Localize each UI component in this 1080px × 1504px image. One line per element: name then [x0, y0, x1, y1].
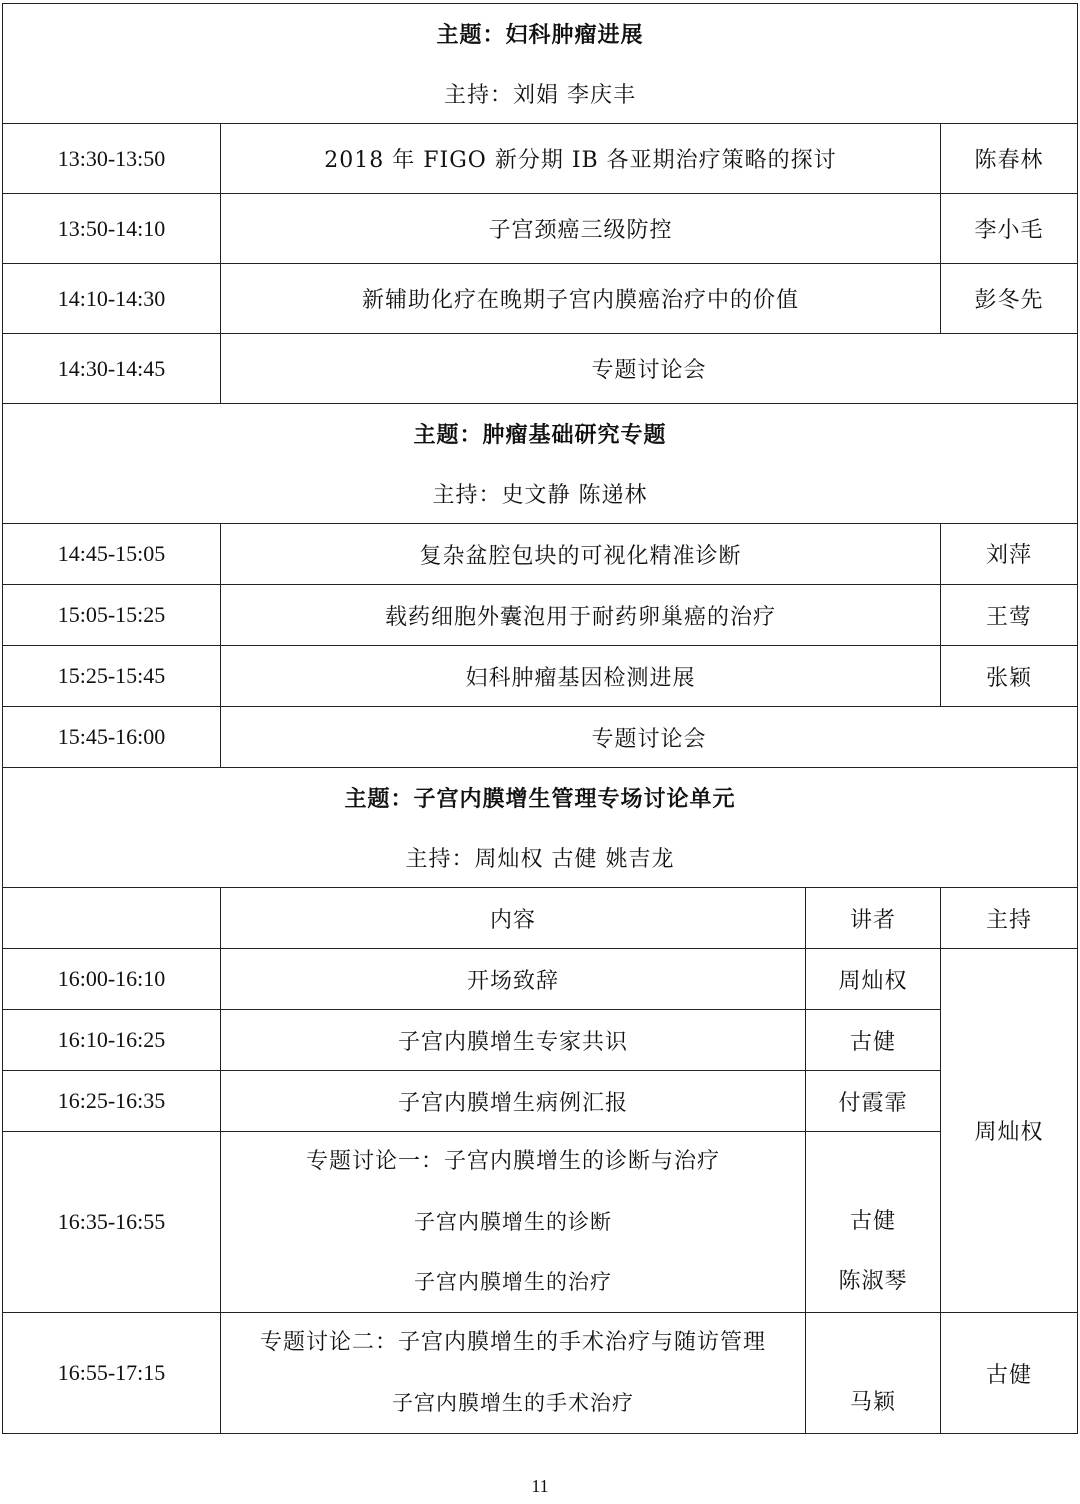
discussion-item: 子宫内膜增生的手术治疗: [392, 1391, 634, 1415]
topic-cell: 子宫颈癌三级防控: [221, 194, 941, 264]
speaker-name: 古健: [849, 1209, 896, 1234]
topic-cell: 复杂盆腔包块的可视化精准诊断: [221, 524, 941, 585]
host-header: 主持: [941, 888, 1078, 949]
session-hosts: 主持：刘娟 李庆丰: [3, 64, 1078, 124]
time-cell: 14:10-14:30: [3, 264, 221, 334]
host-cell: 周灿权: [941, 949, 1078, 1313]
speaker-cell: 张颖: [941, 646, 1078, 707]
speaker-cell: 彭冬先: [941, 264, 1078, 334]
speaker-cell: 付霞霏: [806, 1071, 941, 1132]
discussion-item: 子宫内膜增生的诊断: [414, 1210, 612, 1234]
time-cell: 15:25-15:45: [3, 646, 221, 707]
topic-cell: 妇科肿瘤基因检测进展: [221, 646, 941, 707]
speaker-name: 陈淑琴: [838, 1269, 908, 1294]
discussion-speaker-cell: [806, 1313, 941, 1434]
content-cell: 开场致辞: [221, 949, 806, 1010]
speaker-header: 讲者: [806, 888, 941, 949]
session-theme: 主题：子宫内膜增生管理专场讨论单元: [3, 768, 1078, 828]
time-cell: 16:00-16:10: [3, 949, 221, 1010]
content-cell: 子宫内膜增生病例汇报: [221, 1071, 806, 1132]
time-cell: 16:35-16:55: [3, 1132, 221, 1313]
discussion-speaker-cell: [806, 1132, 941, 1313]
discussion-content-cell: [221, 1132, 806, 1313]
time-cell: 16:10-16:25: [3, 1010, 221, 1071]
time-cell: 15:05-15:25: [3, 585, 221, 646]
session-theme: 主题：肿瘤基础研究专题: [3, 404, 1078, 464]
discussion-item: 子宫内膜增生的治疗: [414, 1270, 612, 1294]
topic-cell: 新辅助化疗在晚期子宫内膜癌治疗中的价值: [221, 264, 941, 334]
discussion-title: 专题讨论一：子宫内膜增生的诊断与治疗: [305, 1149, 720, 1174]
content-header: 内容: [221, 888, 806, 949]
schedule-table: [2, 3, 1078, 1434]
time-cell: 16:55-17:15: [3, 1313, 221, 1434]
speaker-cell: 刘萍: [941, 524, 1078, 585]
speaker-cell: 陈春林: [941, 124, 1078, 194]
time-cell: 14:45-15:05: [3, 524, 221, 585]
topic-cell: 专题讨论会: [221, 334, 1078, 404]
discussion-title: 专题讨论二：子宫内膜增生的手术治疗与随访管理: [259, 1330, 766, 1355]
host-cell: 古健: [941, 1313, 1078, 1434]
page-number: 11: [531, 1476, 549, 1496]
topic-cell: 载药细胞外囊泡用于耐药卵巢癌的治疗: [221, 585, 941, 646]
topic-cell: 专题讨论会: [221, 707, 1078, 768]
time-cell: 14:30-14:45: [3, 334, 221, 404]
content-cell: 子宫内膜增生专家共识: [221, 1010, 806, 1071]
time-header-cell: [3, 888, 221, 949]
discussion-content-cell: [221, 1313, 806, 1434]
speaker-cell: 王莺: [941, 585, 1078, 646]
time-cell: 15:45-16:00: [3, 707, 221, 768]
speaker-cell: 周灿权: [806, 949, 941, 1010]
speaker-cell: 李小毛: [941, 194, 1078, 264]
session-hosts: 主持：史文静 陈递林: [3, 464, 1078, 524]
time-cell: 13:30-13:50: [3, 124, 221, 194]
time-cell: 16:25-16:35: [3, 1071, 221, 1132]
topic-cell: 2018 年 FIGO 新分期 IB 各亚期治疗策略的探讨: [221, 124, 941, 194]
session-hosts: 主持：周灿权 古健 姚吉龙: [3, 828, 1078, 888]
speaker-name: 马颖: [849, 1390, 896, 1415]
speaker-cell: 古健: [806, 1010, 941, 1071]
session-theme: 主题：妇科肿瘤进展: [3, 4, 1078, 64]
time-cell: 13:50-14:10: [3, 194, 221, 264]
